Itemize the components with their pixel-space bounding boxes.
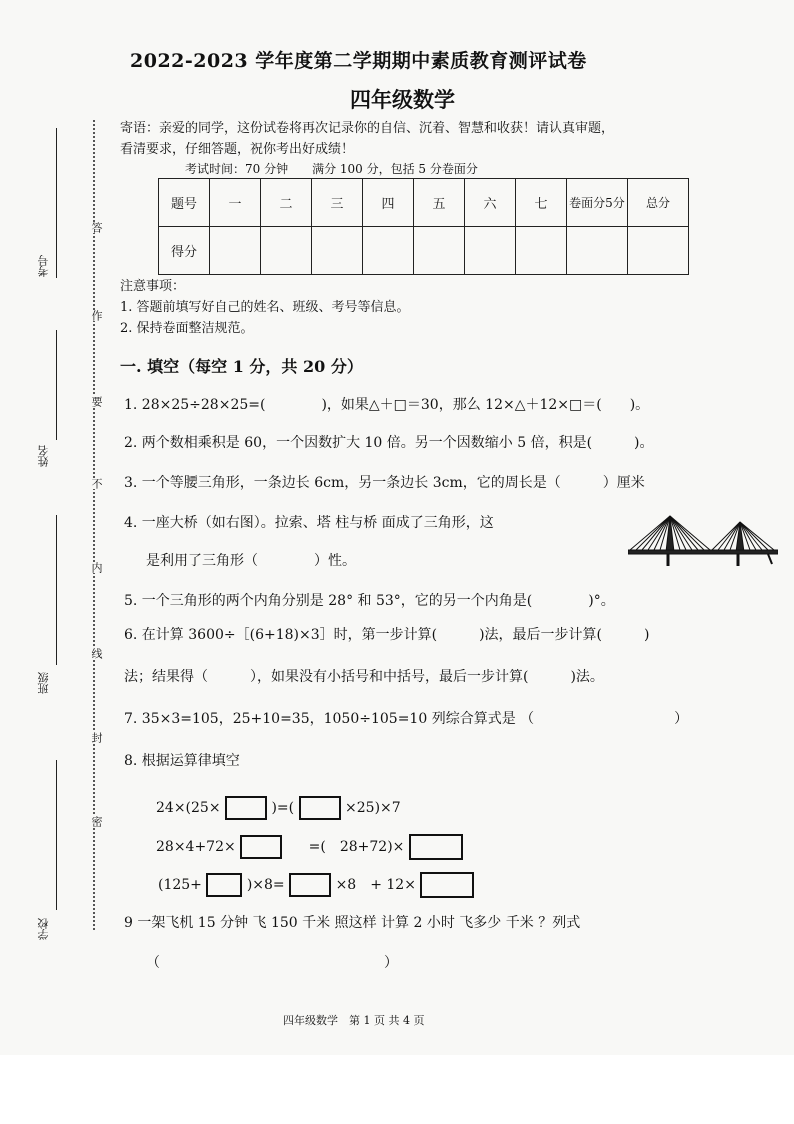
question-1: 1. 28×25÷28×25=( )，如果△＋□＝30，那么 12×△＋12×□＝( )。 [124,397,650,413]
page-footer: 四年级数学 第 1 页 共 4 页 [283,1014,425,1027]
answer-box[interactable] [420,872,474,898]
seal-word: 线 [90,648,103,659]
score-cell[interactable] [414,227,465,275]
table-cell: 七 [516,179,567,227]
score-cell[interactable] [516,227,567,275]
school-label: 学校 [37,918,50,940]
table-cell: 五 [414,179,465,227]
name-label: 姓名 [37,445,50,467]
intro-line: 看清要求，仔细答题，祝你考出好成绩！ [120,142,355,157]
score-cell[interactable] [261,227,312,275]
seal-word: 封 [90,732,103,743]
question-3: 3. 一个等腰三角形，一条边长 6cm，另一条边长 3cm，它的周长是（ ）厘米 [124,475,645,491]
answer-box[interactable] [225,796,267,820]
seal-word: 要 [90,396,103,407]
seal-word: 作 [90,310,103,321]
notes-item: 2. 保持卷面整洁规范。 [120,321,254,336]
answer-box[interactable] [299,796,341,820]
score-cell[interactable] [210,227,261,275]
score-table [158,178,689,275]
table-cell: 二 [261,179,312,227]
intro-message [120,118,614,160]
exam-number-label: 考号 [37,255,50,277]
q8-text: 24×(25× [156,800,221,816]
question-4: 4. 一座大桥（如右图）。拉索、塔 柱与桥 面成了三角形，这 [124,515,494,531]
question-9: 9 一架飞机 15 分钟 飞 150 千米 照这样 计算 2 小时 飞多少 千米 ？列式 [124,915,581,931]
question-6-cont: 法；结果得（ ），如果没有小括号和中括号，最后一步计算( )法。 [124,669,604,685]
notes-heading: 注意事项： [120,279,186,294]
q8-text: (125+ [158,877,202,893]
seal-word: 内 [90,562,103,573]
answer-box[interactable] [240,835,282,859]
question-4-cont: 是利用了三角形（ ）性。 [146,553,356,569]
exam-subtitle: 四年级数学 [350,87,455,112]
exam-title: 2022-2023 学年度第二学期期中素质教育测评试卷 [130,50,587,72]
seal-word: 密 [90,816,103,827]
score-cell[interactable] [312,227,363,275]
table-cell: 题号 [159,179,210,227]
q8-text: ×8 + 12× [335,877,416,893]
notes [120,276,410,339]
table-cell: 总分 [628,179,689,227]
exam-info: 考试时间：70 分钟 满分 100 分，包括 5 分卷面分 [185,162,478,176]
q8-text: ×25)×7 [345,800,401,816]
question-7: 7. 35×3=105，25+10=35，1050÷105=10 列综合算式是 （ ） [124,711,689,727]
answer-box[interactable] [409,834,463,860]
exam-number-line [56,128,57,278]
question-9-answer: （ ） [146,955,398,971]
table-cell: 卷面分5分 [567,179,628,227]
score-cell[interactable] [465,227,516,275]
q8-text: 28×4+72× [156,839,236,855]
q8-line-2 [156,834,463,860]
seal-word: 不 [90,478,103,489]
table-cell: 得分 [159,227,210,275]
q8-text: =( 28+72)× [308,839,405,855]
q8-text: )=( [271,800,295,816]
score-cell[interactable] [628,227,689,275]
table-cell: 三 [312,179,363,227]
score-cell[interactable] [567,227,628,275]
answer-box[interactable] [289,873,331,897]
table-cell: 四 [363,179,414,227]
intro-line: 寄语：亲爱的同学，这份试卷将再次记录你的自信、沉着、智慧和收获！请认真审题， [120,121,615,136]
q8-line-1 [156,796,401,820]
question-5: 5. 一个三角形的两个内角分别是 28° 和 53°，它的另一个内角是( )°。 [124,593,615,609]
seal-word: 答 [90,222,103,233]
table-row [159,179,689,227]
name-line [56,330,57,440]
table-cell: 一 [210,179,261,227]
bridge-figure [628,510,778,568]
school-line [56,760,57,910]
table-cell: 六 [465,179,516,227]
q8-line-3 [158,872,474,898]
class-label: 班级 [37,672,50,694]
table-row [159,227,689,275]
answer-box[interactable] [206,873,242,897]
class-line [56,515,57,665]
q8-text: )×8= [246,877,285,893]
section-title: 一. 填空（每空 1 分，共 20 分） [120,357,363,376]
seal-dotted-line [93,120,95,930]
score-cell[interactable] [363,227,414,275]
question-8: 8. 根据运算律填空 [124,753,240,769]
question-6: 6. 在计算 3600÷［(6+18)×3］时，第一步计算( )法，最后一步计算( ) [124,627,650,643]
notes-item: 1. 答题前填写好自己的姓名、班级、考号等信息。 [120,300,410,315]
question-2: 2. 两个数相乘积是 60，一个因数扩大 10 倍。另一个因数缩小 5 倍，积是( )。 [124,435,654,451]
